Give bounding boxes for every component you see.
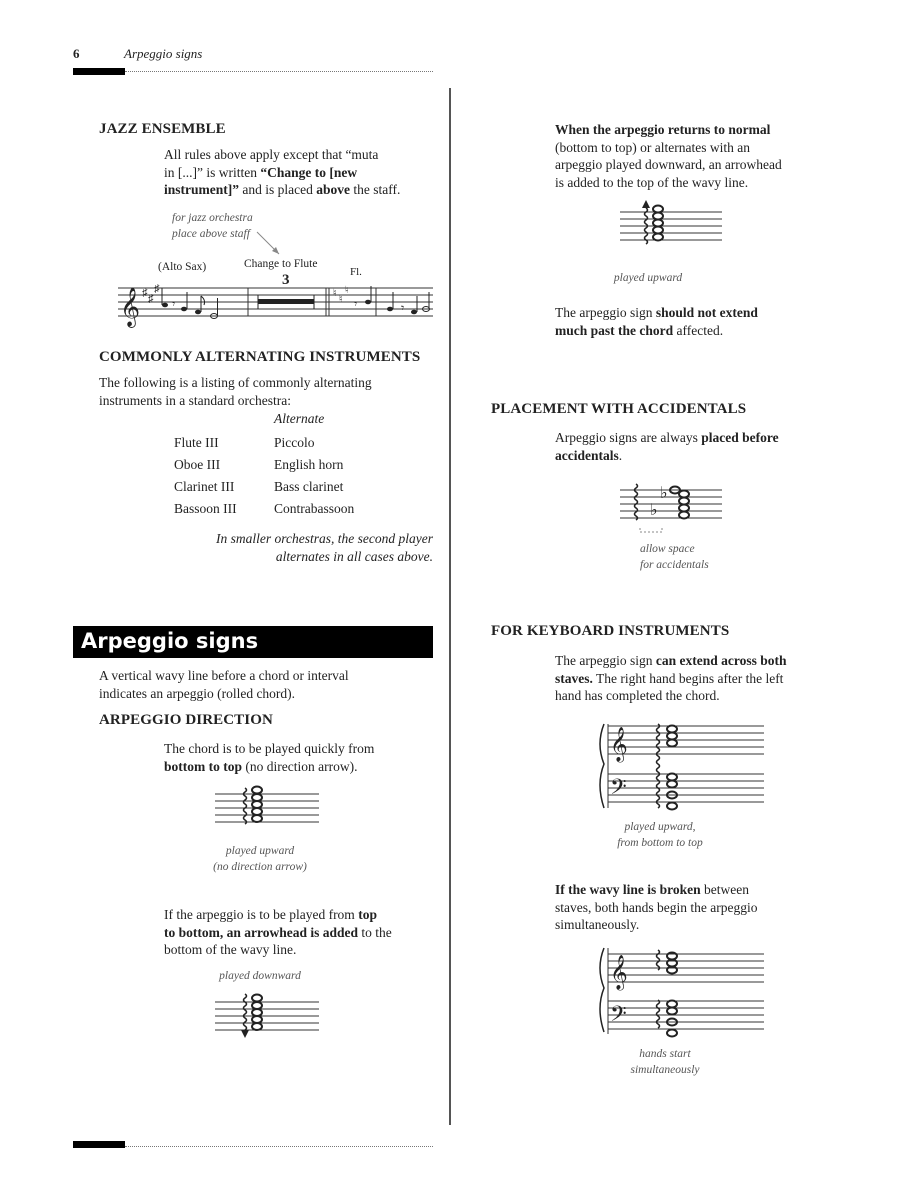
svg-text:♯: ♯ (142, 287, 148, 299)
caption-played-downward: played downward (219, 970, 301, 982)
svg-text:𝄢: 𝄢 (610, 775, 627, 805)
caption-played-upward-2: played upward (613, 272, 683, 284)
alternating-table (174, 435, 354, 523)
table-row: Oboe III English horn (174, 457, 344, 472)
alternate-column-header: Alternate (274, 411, 325, 426)
returns-normal-paragraph: When the arpeggio returns to normal (bottom to top) or alternates with an arpeggio played downward, an arrowhead is added to the top of the wavy line. (555, 122, 782, 190)
svg-text:♯: ♯ (148, 293, 154, 305)
svg-text:♭: ♭ (660, 485, 668, 502)
caption-played-upward: played upward (no direction arrow) (213, 845, 307, 873)
label-alto-sax: (Alto Sax) (158, 261, 207, 273)
alternating-heading: COMMONLY ALTERNATING INSTRUMENTS (99, 349, 421, 365)
keyboard-paragraph: The arpeggio sign can extend across both staves. The right hand begins after the left hand has completed the chord. (555, 653, 787, 703)
svg-text:♮: ♮ (339, 294, 343, 305)
top-to-bottom-paragraph: If the arpeggio is to be played from top to bottom, an arrowhead is added to the bottom of the wavy line. (164, 907, 392, 957)
column-divider (449, 88, 451, 1125)
table-row: Bassoon III Contrabassoon (174, 501, 355, 516)
caption-hands-start: hands start simultaneously (630, 1048, 700, 1076)
chord-example-accidentals (620, 478, 724, 538)
direction-heading: ARPEGGIO DIRECTION (99, 712, 273, 728)
chord-example-upward (215, 784, 321, 830)
footer-bar (73, 1141, 125, 1148)
svg-text:𝄞: 𝄞 (610, 955, 628, 990)
chord-example-downward (215, 992, 321, 1042)
grand-staff-broken (596, 946, 768, 1038)
jazz-staff (118, 280, 434, 328)
running-title: Arpeggio signs (124, 46, 203, 61)
svg-text:♮: ♮ (333, 288, 337, 299)
svg-text:𝄢: 𝄢 (610, 1002, 627, 1032)
accidentals-paragraph: Arpeggio signs are always placed before accidentals. (555, 430, 779, 463)
svg-text:𝄞: 𝄞 (120, 287, 141, 327)
svg-text:♯: ♯ (154, 283, 160, 295)
jazz-paragraph: All rules above apply except that “muta in [...]” is written “Change to [new instrument]” and is placed above the staff. (164, 147, 401, 197)
jazz-note: for jazz orchestra place above staff (172, 212, 253, 240)
broken-line-paragraph: If the wavy line is broken between staves, both hands begin the arpeggio simultaneously. (555, 882, 758, 932)
svg-text:𝄾: 𝄾 (354, 297, 358, 311)
table-row: Flute III Piccolo (174, 435, 315, 450)
alternating-intro: The following is a listing of commonly alternating instruments in a standard orchestra: (99, 375, 372, 408)
rest-count: 3 (282, 272, 290, 288)
svg-text:♮: ♮ (345, 285, 349, 296)
chord-example-arrow-top (620, 198, 724, 248)
jazz-heading: JAZZ ENSEMBLE (99, 121, 226, 137)
svg-text:♭: ♭ (650, 502, 658, 519)
alternating-note: In smaller orchestras, the second player alternates in all cases above. (216, 531, 433, 564)
svg-text:𝄾: 𝄾 (401, 301, 405, 315)
grand-staff-connected (596, 722, 768, 812)
direction-paragraph: The chord is to be played quickly from bottom to top (no direction arrow). (164, 741, 375, 774)
page-number: 6 (73, 46, 80, 61)
label-fl: Fl. (350, 266, 362, 278)
svg-text:𝄞: 𝄞 (610, 727, 628, 762)
table-row: Clarinet III Bass clarinet (174, 479, 344, 494)
header-bar (73, 68, 125, 75)
not-extend-paragraph: The arpeggio sign should not extend much past the chord affected. (555, 305, 758, 338)
arpeggio-intro: A vertical wavy line before a chord or interval indicates an arpeggio (rolled chord). (99, 668, 349, 701)
pointer-arrow (255, 230, 285, 260)
header-rule (125, 71, 433, 72)
label-change-to-flute: Change to Flute (244, 258, 318, 270)
caption-from-bottom-to-top: played upward, from bottom to top (617, 821, 703, 849)
accidentals-heading: PLACEMENT WITH ACCIDENTALS (491, 401, 747, 417)
footer-rule (125, 1146, 433, 1147)
svg-text:𝄾: 𝄾 (172, 297, 176, 311)
caption-allow-space: allow space for accidentals (640, 543, 709, 571)
keyboard-heading: FOR KEYBOARD INSTRUMENTS (491, 623, 730, 639)
section-banner: Arpeggio signs (73, 626, 433, 658)
